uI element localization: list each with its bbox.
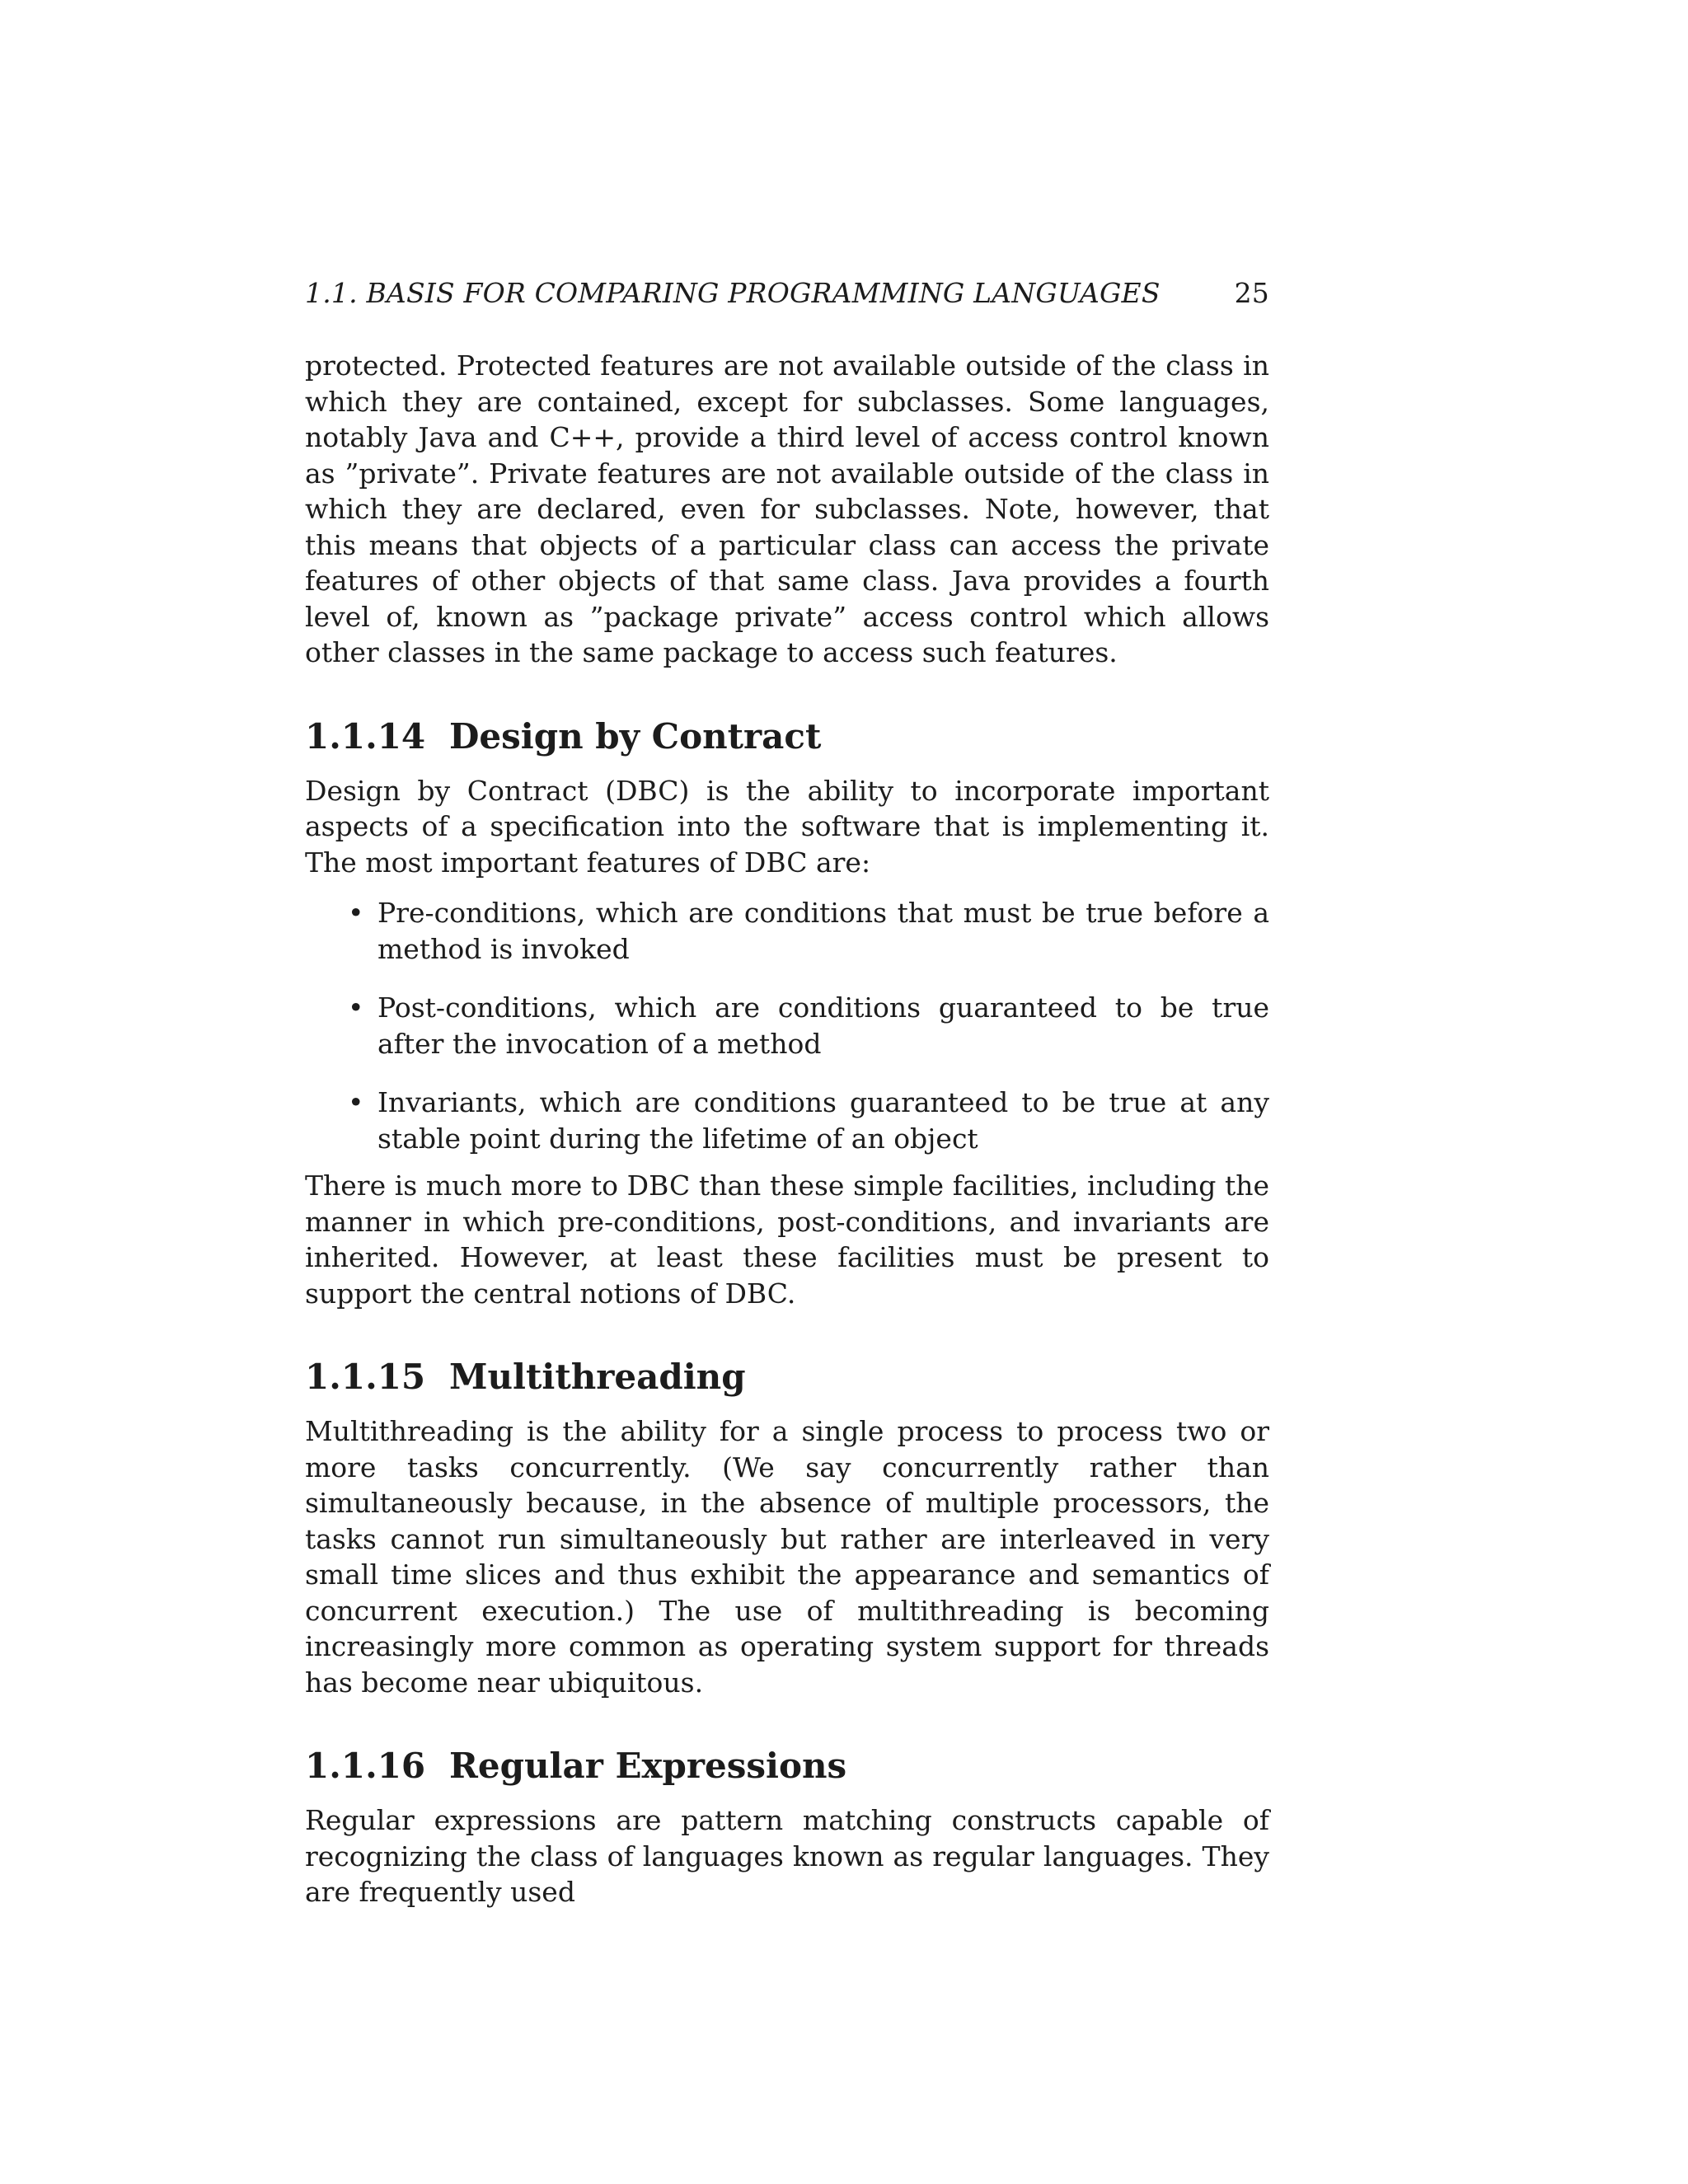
document-page bbox=[305, 272, 1269, 1910]
list-item-text: Pre-conditions, which are conditions that must be true before a method is invoked bbox=[377, 897, 1269, 965]
bullet-icon: • bbox=[348, 897, 364, 929]
section-design-by-contract bbox=[305, 714, 1269, 1312]
list-item-text: Post-conditions, which are conditions guaranteed to be true after the invocation of a method bbox=[377, 991, 1269, 1060]
section-heading bbox=[305, 714, 1269, 760]
section-heading bbox=[305, 1354, 1269, 1400]
paragraph: Regular expressions are pattern matching constructs capable of recognizing the class of languages known as regular languages. They are frequently used bbox=[305, 1804, 1269, 1908]
list-item bbox=[348, 1085, 1269, 1156]
section-number: 1.1.15 bbox=[305, 1357, 426, 1397]
paragraph: Multithreading is the ability for a single process to process two or more tasks concurrently. (We say concurrently rather than simultaneously because, in the absence of multiple processors, the tasks cannot run simultaneously but rather are interleaved in very small time slices and thus exhibit the appearance and semantics of concurrent execution.) The use of multithreading is becoming increasingly more common as operating system support for threads has become near ubiquitous. bbox=[305, 1415, 1269, 1699]
page-number: 25 bbox=[1234, 277, 1269, 309]
body-text bbox=[305, 348, 1269, 1910]
section-title: Regular Expressions bbox=[449, 1746, 847, 1786]
section-number: 1.1.14 bbox=[305, 715, 426, 757]
list-item bbox=[348, 895, 1269, 967]
bullet-icon: • bbox=[348, 991, 364, 1024]
list-item bbox=[348, 990, 1269, 1062]
running-header-title: 1.1. BASIS FOR COMPARING PROGRAMMING LANGUAGES bbox=[305, 277, 1160, 309]
section-regular-expressions bbox=[305, 1743, 1269, 1910]
list-item-text: Invariants, which are conditions guaranteed to be true at any stable point during the lifetime of an object bbox=[377, 1086, 1269, 1155]
section-title: Design by Contract bbox=[449, 715, 822, 757]
bullet-icon: • bbox=[348, 1086, 364, 1118]
running-header bbox=[305, 272, 1269, 316]
section-number: 1.1.16 bbox=[305, 1746, 426, 1786]
section-multithreading bbox=[305, 1354, 1269, 1700]
intro-paragraph: protected. Protected features are not available outside of the class in which they are contained, except for subclasses. Some languages, notably Java and C++, provide a third level of access control known as ”private”. Private features are not available outside of the class in which they are declared, even for subclasses. Note, however, that this means that objects of a particular class can access the private features of other objects of that same class. Java provides a fourth level of, known as ”package private” access control which allows other classes in the same package to access such features. bbox=[305, 349, 1269, 668]
section-heading bbox=[305, 1743, 1269, 1789]
section-title: Multithreading bbox=[449, 1357, 746, 1397]
paragraph: There is much more to DBC than these simple facilities, including the manner in which pre-conditions, post-conditions, and invariants are inherited. However, at least these facilities must be present to support the central notions of DBC. bbox=[305, 1169, 1269, 1310]
dbc-features-list bbox=[305, 895, 1269, 1156]
paragraph: Design by Contract (DBC) is the ability to incorporate important aspects of a specification into the software that is implementing it. The most important features of DBC are: bbox=[305, 774, 1269, 879]
